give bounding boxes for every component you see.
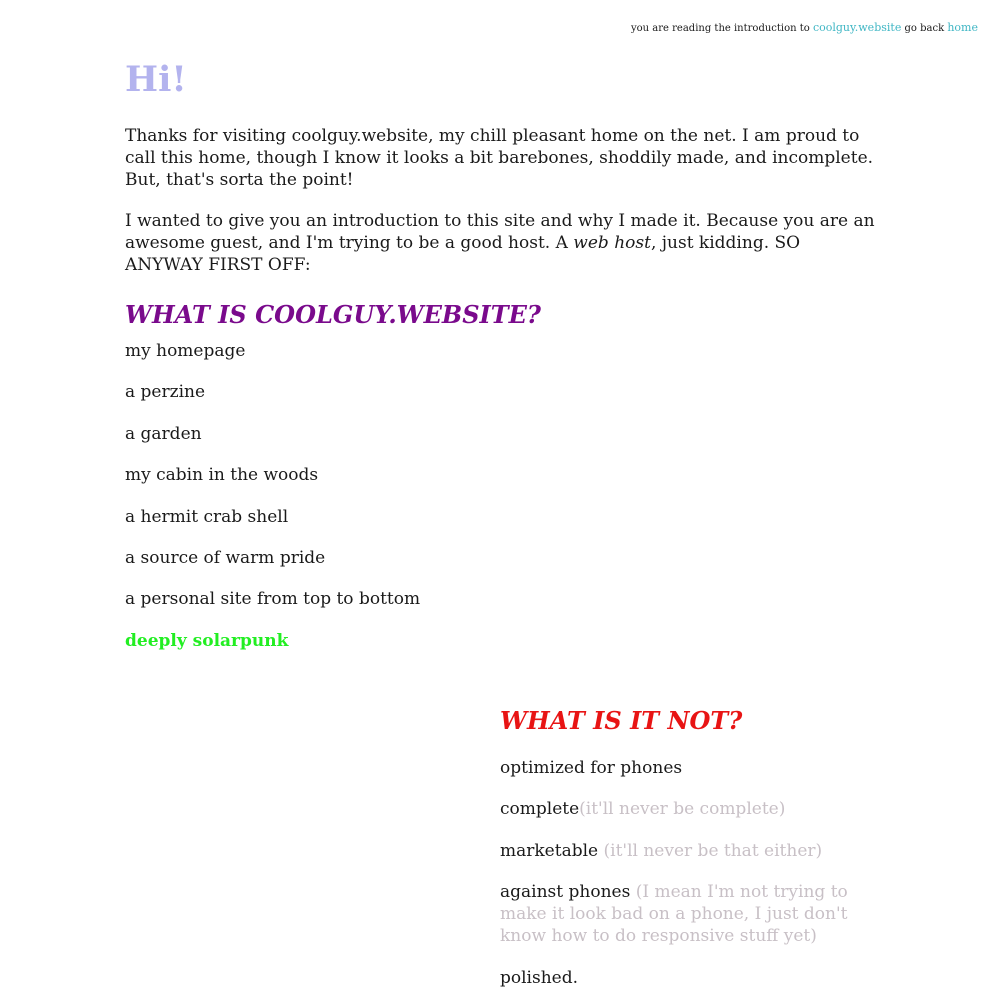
site-link[interactable]: coolguy.website (812, 21, 902, 34)
intro-paragraph-1: Thanks for visiting coolguy.website, my chill pleasant home on the net. I am proud to call this home, though I know it looks a bit barebones, shoddily made, and incomplete. But, that's sorta the point! (125, 126, 874, 190)
list-item: my cabin in the woods (125, 465, 319, 486)
not-item-aside: (it'll never be complete) (579, 799, 786, 820)
what-is-it-not-section (500, 705, 880, 1000)
list-item (500, 881, 880, 947)
not-item-text: against phones (500, 882, 636, 903)
list-item (500, 967, 880, 989)
intro-paragraph-2 (125, 210, 880, 276)
list-item: a source of warm pride (125, 547, 326, 568)
list-item (500, 757, 880, 779)
not-item-text: complete (500, 799, 580, 820)
solarpunk-highlight: deeply solarpunk (125, 630, 289, 651)
main-content (125, 58, 880, 671)
list-item: a garden (125, 423, 202, 444)
list-item (500, 840, 880, 862)
page-title: Hi! (125, 59, 187, 100)
not-item-aside: (I mean I'm not trying to make it look bad on a phone, I just don't know how to do responsive stuff yet) (500, 882, 848, 947)
home-link[interactable]: home (947, 21, 978, 34)
go-back-text: go back (904, 23, 945, 34)
not-item-text: optimized for phones (500, 758, 683, 778)
what-is-list (125, 340, 880, 652)
intro-paragraph-2-start: I wanted to give you an introduction to this site and why I made it. Because you are an awesome guest, and I'm trying to be a good host. A (125, 211, 875, 253)
top-navigation-note (631, 21, 978, 36)
what-is-heading: WHAT IS COOLGUY.WEBSITE? (125, 300, 541, 329)
not-item-text: marketable (500, 840, 604, 861)
list-item (500, 798, 880, 820)
list-item: a hermit crab shell (125, 506, 289, 527)
intro-paragraph-2-end: , just kidding. SO ANYWAY FIRST OFF: (125, 233, 801, 275)
not-item-aside: (it'll never be that either) (603, 840, 823, 861)
intro-paragraph-2-emphasis: web host (573, 233, 651, 253)
list-item: a personal site from top to bottom (125, 589, 421, 610)
what-is-not-heading: WHAT IS IT NOT? (500, 706, 743, 735)
not-item-text: polished. (500, 967, 579, 988)
list-item: my homepage (125, 341, 246, 361)
what-is-not-list (500, 757, 880, 989)
list-item: a perzine (125, 382, 206, 403)
intro-note-text: you are reading the introduction to (631, 23, 810, 34)
